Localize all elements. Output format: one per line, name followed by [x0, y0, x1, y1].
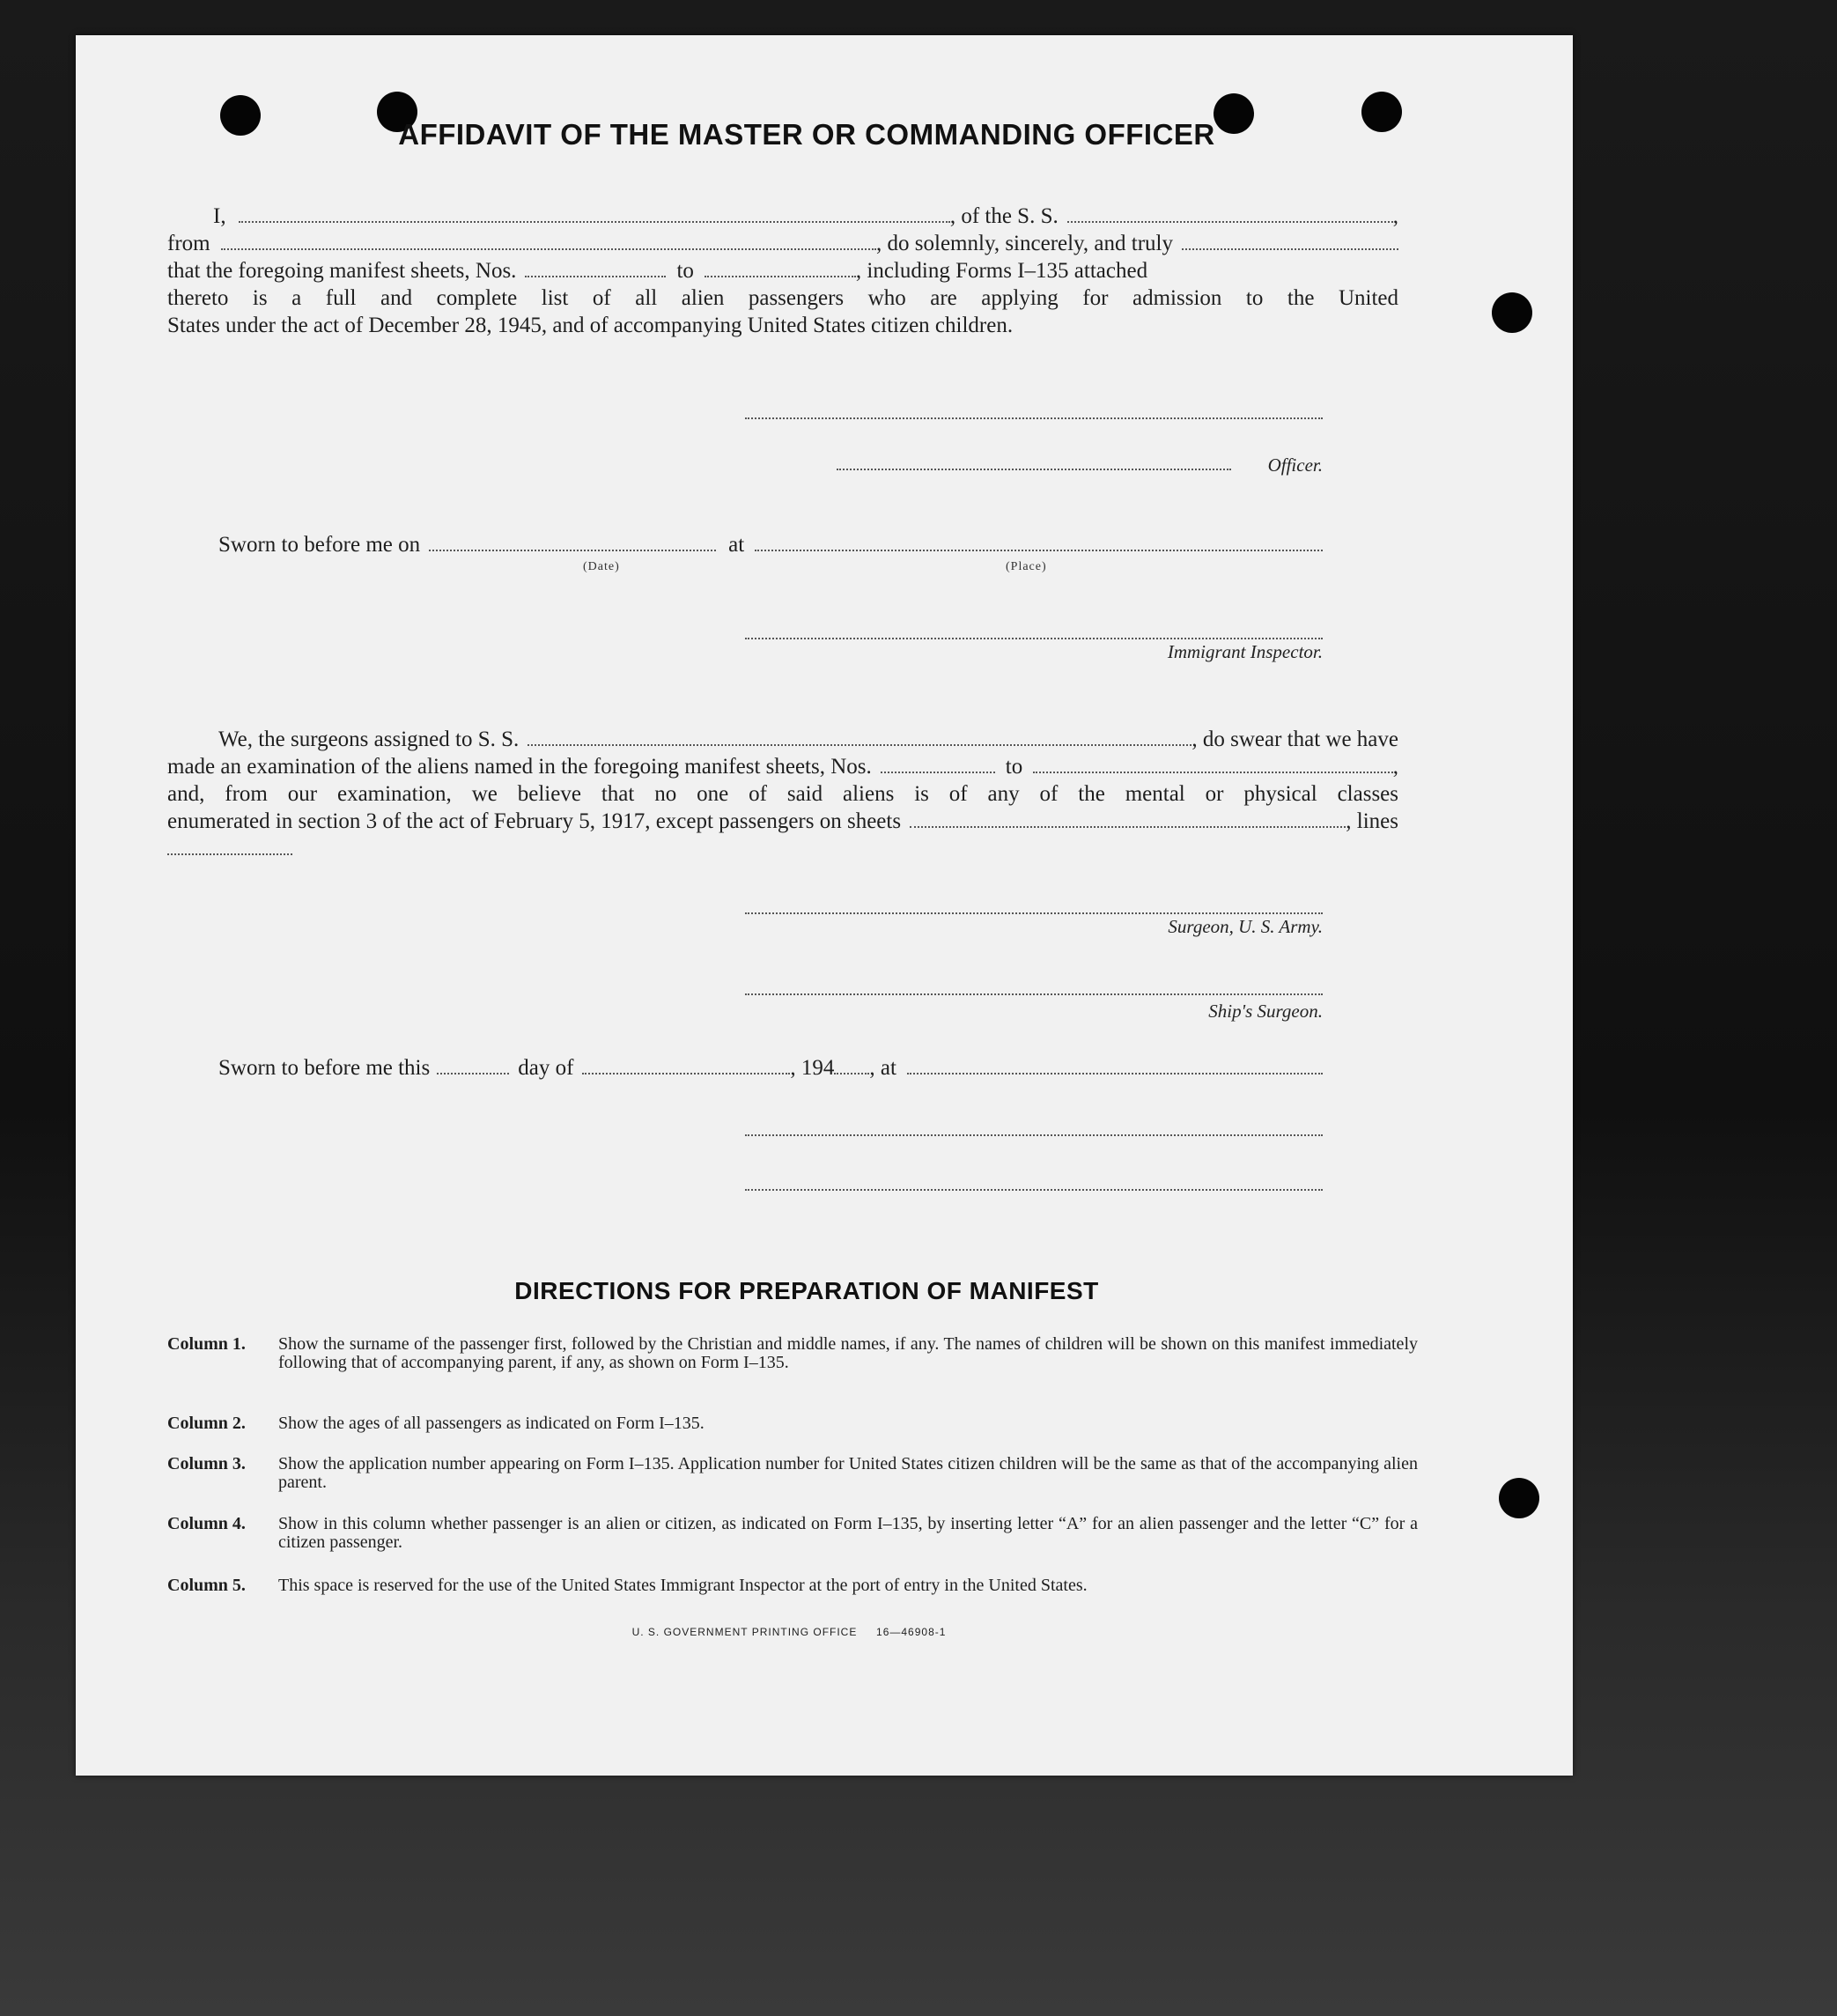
- army-surgeon-signature-line[interactable]: [745, 911, 1323, 914]
- column-number: Column 5.: [167, 1576, 246, 1595]
- column-instruction: Show the application number appearing on Form I–135. Application number for United States citizen children will be the same as that of the accompanying alien parent.: [278, 1454, 1418, 1492]
- text-to: to: [1005, 755, 1023, 779]
- direction-column-5: [167, 1577, 1418, 1595]
- sworn-day-field[interactable]: [437, 1055, 509, 1074]
- text-examination: made an examination of the aliens named in the foregoing manifest sheets, Nos.: [167, 755, 872, 779]
- text-comma: ,: [1392, 755, 1398, 779]
- inspector-label: Immigrant Inspector.: [1167, 641, 1323, 662]
- affidavit-line-3: [167, 257, 1398, 284]
- text-do-swear: , do swear that we have: [1191, 727, 1398, 751]
- surgeon-ship-field[interactable]: [527, 727, 1191, 746]
- ship-surgeon-signature-line[interactable]: [745, 992, 1323, 995]
- direction-column-4: [167, 1515, 1418, 1552]
- affidavit-line-1: [167, 203, 1398, 230]
- text-of-ss: , of the S. S.: [949, 204, 1059, 228]
- except-sheets-field[interactable]: [910, 809, 1346, 828]
- printing-office-footer: U. S. GOVERNMENT PRINTING OFFICE 16—46908-1: [631, 1626, 947, 1638]
- sheet-to-field[interactable]: [705, 258, 856, 277]
- direction-column-1: [167, 1335, 1418, 1372]
- surgeons-line-1: [167, 726, 1398, 753]
- master-signature-line[interactable]: [745, 416, 1323, 419]
- column-instruction: This space is reserved for the use of the United States Immigrant Inspector at the port of entry in the United States.: [278, 1576, 1088, 1595]
- surgeons-paragraph: [167, 726, 1398, 862]
- officer-signature-line[interactable]: [837, 467, 1231, 470]
- affidavit-line-2: [167, 230, 1398, 257]
- sworn-month-field[interactable]: [582, 1055, 790, 1074]
- text-manifest-sheets: that the foregoing manifest sheets, Nos.: [167, 259, 517, 283]
- direction-column-2: [167, 1414, 1418, 1433]
- second-signature-line[interactable]: [745, 1133, 1323, 1136]
- place-label: (Place): [1006, 560, 1047, 573]
- sworn-on-text: Sworn to before me on: [218, 533, 421, 557]
- text-solemnly: , do solemnly, sincerely, and truly: [876, 232, 1173, 255]
- sworn-this-text: Sworn to before me this: [218, 1056, 431, 1080]
- year-text: , 194: [790, 1056, 835, 1080]
- except-lines-field[interactable]: [167, 836, 292, 855]
- affidavit-title: AFFIDAVIT OF THE MASTER OR COMMANDING OFFICER: [398, 118, 1215, 151]
- text-including: , including Forms I–135 attached: [855, 259, 1148, 283]
- text-i: I,: [213, 204, 226, 228]
- direction-column-3: [167, 1455, 1418, 1492]
- punch-hole: [1499, 1478, 1539, 1518]
- column-instruction: Show in this column whether passenger is an alien or citizen, as indicated on Form I–135, by inserting letter “A” for an alien passenger and the letter “C” for a citizen passenger.: [278, 1514, 1418, 1552]
- text-from: from: [167, 232, 210, 255]
- sworn-this-place-field[interactable]: [907, 1055, 1323, 1074]
- sheet-from-field[interactable]: [525, 258, 666, 277]
- surgeons-line-4: [167, 808, 1398, 835]
- column-instruction: Show the surname of the passenger first, followed by the Christian and middle names, if any. The names of children will be shown on this manifest immediately following that of accompanying parent, if any, as shown on Form I–135.: [278, 1334, 1418, 1372]
- affidavit-line-5: States under the act of December 28, 1945, and of accompanying United States citizen children.: [167, 314, 1014, 337]
- date-label: (Date): [583, 560, 620, 573]
- army-surgeon-label: Surgeon, U. S. Army.: [1168, 916, 1323, 937]
- third-signature-line[interactable]: [745, 1187, 1323, 1191]
- sworn-on-row: [218, 532, 1323, 558]
- text-to: to: [676, 259, 694, 283]
- sworn-this-row: [218, 1055, 1323, 1081]
- sworn-place-field[interactable]: [755, 532, 1323, 551]
- affidavit-line-4: thereto is a full and complete list of all alien passengers who are applying for admission to the United: [167, 286, 1398, 310]
- form-page: [76, 35, 1573, 1776]
- sworn-date-field[interactable]: [429, 532, 716, 551]
- directions-title: DIRECTIONS FOR PREPARATION OF MANIFEST: [514, 1277, 1099, 1304]
- oath-field[interactable]: [1182, 231, 1398, 250]
- sworn-at-text: at: [728, 533, 745, 557]
- column-number: Column 3.: [167, 1454, 246, 1473]
- punch-hole: [1492, 292, 1532, 333]
- surgeon-sheet-to-field[interactable]: [1033, 754, 1393, 773]
- column-number: Column 4.: [167, 1514, 246, 1533]
- column-instruction: Show the ages of all passengers as indicated on Form I–135.: [278, 1414, 705, 1433]
- column-number: Column 2.: [167, 1414, 246, 1433]
- text-comma: ,: [1392, 204, 1398, 228]
- ship-name-field[interactable]: [1067, 203, 1393, 223]
- surgeons-line-3: and, from our examination, we believe that no one of said aliens is of any of the mental or physical classes: [167, 782, 1398, 806]
- sworn-year-field[interactable]: [834, 1055, 869, 1074]
- text-enumerated: enumerated in section 3 of the act of February 5, 1917, except passengers on sheets: [167, 809, 902, 833]
- ship-surgeon-label: Ship's Surgeon.: [1208, 1001, 1323, 1022]
- master-name-field[interactable]: [239, 203, 950, 223]
- surgeons-line-5: [167, 835, 1398, 862]
- column-number: Column 1.: [167, 1334, 246, 1354]
- text-surgeons-assigned: We, the surgeons assigned to S. S.: [218, 727, 520, 751]
- surgeon-sheet-from-field[interactable]: [881, 754, 995, 773]
- port-from-field[interactable]: [221, 231, 876, 250]
- officer-label: Officer.: [1267, 454, 1323, 476]
- day-of-text: day of: [518, 1056, 574, 1080]
- surgeons-line-2: [167, 753, 1398, 780]
- sworn-this-at-text: , at: [869, 1056, 896, 1080]
- inspector-signature-line[interactable]: [745, 636, 1323, 639]
- text-lines: , lines: [1346, 809, 1398, 833]
- affidavit-paragraph: [167, 203, 1398, 339]
